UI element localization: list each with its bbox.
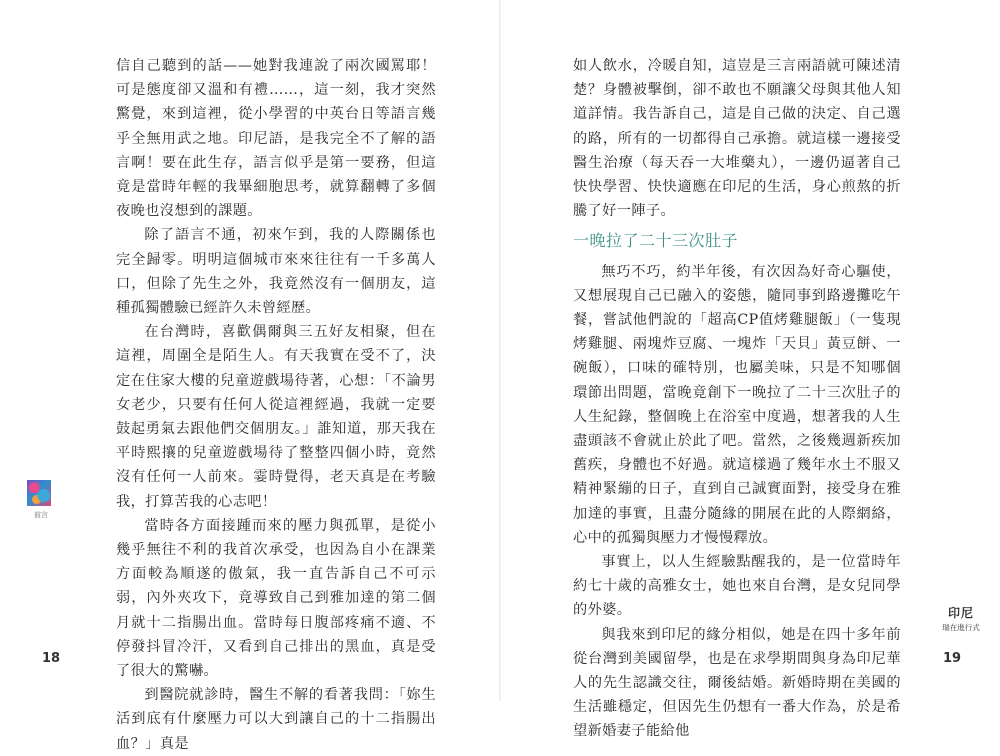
right-page — [501, 0, 1000, 740]
section-heading: 一晚拉了二十三次肚子 — [573, 231, 739, 251]
paragraph: 無巧不巧，約半年後，有次因為好奇心驅使，又想展現自己已融入的姿態，隨同事到路邊攤吃午餐，嘗試他們說的「超高CP值烤雞腿飯」（一隻現烤雞腿、兩塊炸豆腐、一塊炸「天貝」黃豆餅、一碗飯），口味的確特別，也屬美味，只是不知哪個環節出問題，當晚竟創下一晚拉了二十三次肚子的人生紀錄，整個晚上在浴室中度過，想著我的人生盡頭該不會就止於此了吧。當然，之後幾週新疾加舊疾，身體也不好過。就這樣過了幾年水土不服又精神緊繃的日子，直到自己誠實面對，接受身在雅加達的事實，且盡分隨緣的開展在此的人際網絡，心中的孤獨與壓力才慢慢釋放。 — [573, 263, 901, 546]
side-caption: 前言 — [34, 511, 48, 519]
paragraph: 如人飲水，冷暖自知，這豈是三言兩語就可陳述清楚？身體被擊倒，卻不敢也不願讓父母與其他人知道詳情。我告訴自己，這是自己做的決定、自己選的路，所有的一切都得自己承擔。就這樣一邊接受醫生治療（每天吞一大堆藥丸），一邊仍逼著自己快快學習、快快適應在印尼的生活，身心煎熬的折騰了好一陣子。 — [573, 58, 901, 220]
running-head-subtitle: 瑞在進行式 — [942, 623, 980, 632]
paragraph: 到醫院就診時，醫生不解的看著我問：「妳生活到底有什麼壓力可以大到讓自己的十二指腸出血？」真是 — [116, 687, 436, 752]
section-thumbnail-image — [27, 480, 51, 506]
right-text-column — [573, 54, 901, 744]
running-head-title: 印尼 — [947, 606, 974, 620]
page-number: 18 — [42, 651, 61, 666]
paragraph: 除了語言不通，初來乍到，我的人際關係也完全歸零。明明這個城市來來往往有一千多萬人口，但除了先生之外，我竟然沒有一個朋友，這種孤獨體驗已經許久未曾經歷。 — [116, 227, 436, 317]
left-page — [0, 0, 499, 752]
paragraph: 信自己聽到的話——她對我連說了兩次國罵耶！可是態度卻又溫和有禮……，這一刻，我才突然驚覺，來到這裡，從小學習的中英台日等語言幾乎全無用武之地。印尼語，是我完全不了解的語言啊！要在此生存，語言似乎是第一要務，但這竟是當時年輕的我畢細胞思考，就算翻轉了多個夜晚也沒想到的課題。 — [116, 58, 436, 220]
paragraph: 當時各方面接踵而來的壓力與孤單，是從小幾乎無往不利的我首次承受，也因為自小在課業方面較為順遂的傲氣，我一直告訴自己不可示弱，內外夾攻下，竟導致自己到雅加達的第二個月就十二指腸出血。當時每日腹部疼痛不適、不停發抖冒冷汗，又看到自己排出的黑血，真是受了很大的驚嚇。 — [116, 517, 436, 680]
running-head — [941, 604, 981, 633]
paragraph: 事實上，以人生經驗點醒我的，是一位當時年約七十歲的高雅女士，她也來自台灣，是女兒同學的外婆。 — [573, 554, 901, 619]
page-number: 19 — [943, 651, 962, 666]
paragraph: 在台灣時，喜歡偶爾與三五好友相聚，但在這裡，周圍全是陌生人。有天我實在受不了，決定在住家大樓的兒童遊戲場待著，心想：「不論男女老少，只要有任何人從這裡經過，我就一定要鼓起勇氣去跟他們交個朋友。」誰知道，那天我在平時熙攘的兒童遊戲場待了整整四個小時，竟然沒有任何一人前來。霎時覺得，老天真是在考驗我，打算苦我的心志吧！ — [116, 324, 436, 510]
left-text-column — [116, 54, 436, 756]
paragraph: 與我來到印尼的緣分相似，她是在四十多年前從台灣到美國留學，也是在求學期間與身為印尼華人的先生認識交往，爾後結婚。新婚時期在美國的生活雖穩定，但因先生仍想有一番大作為，於是希望新婚妻子能給他 — [573, 626, 901, 740]
